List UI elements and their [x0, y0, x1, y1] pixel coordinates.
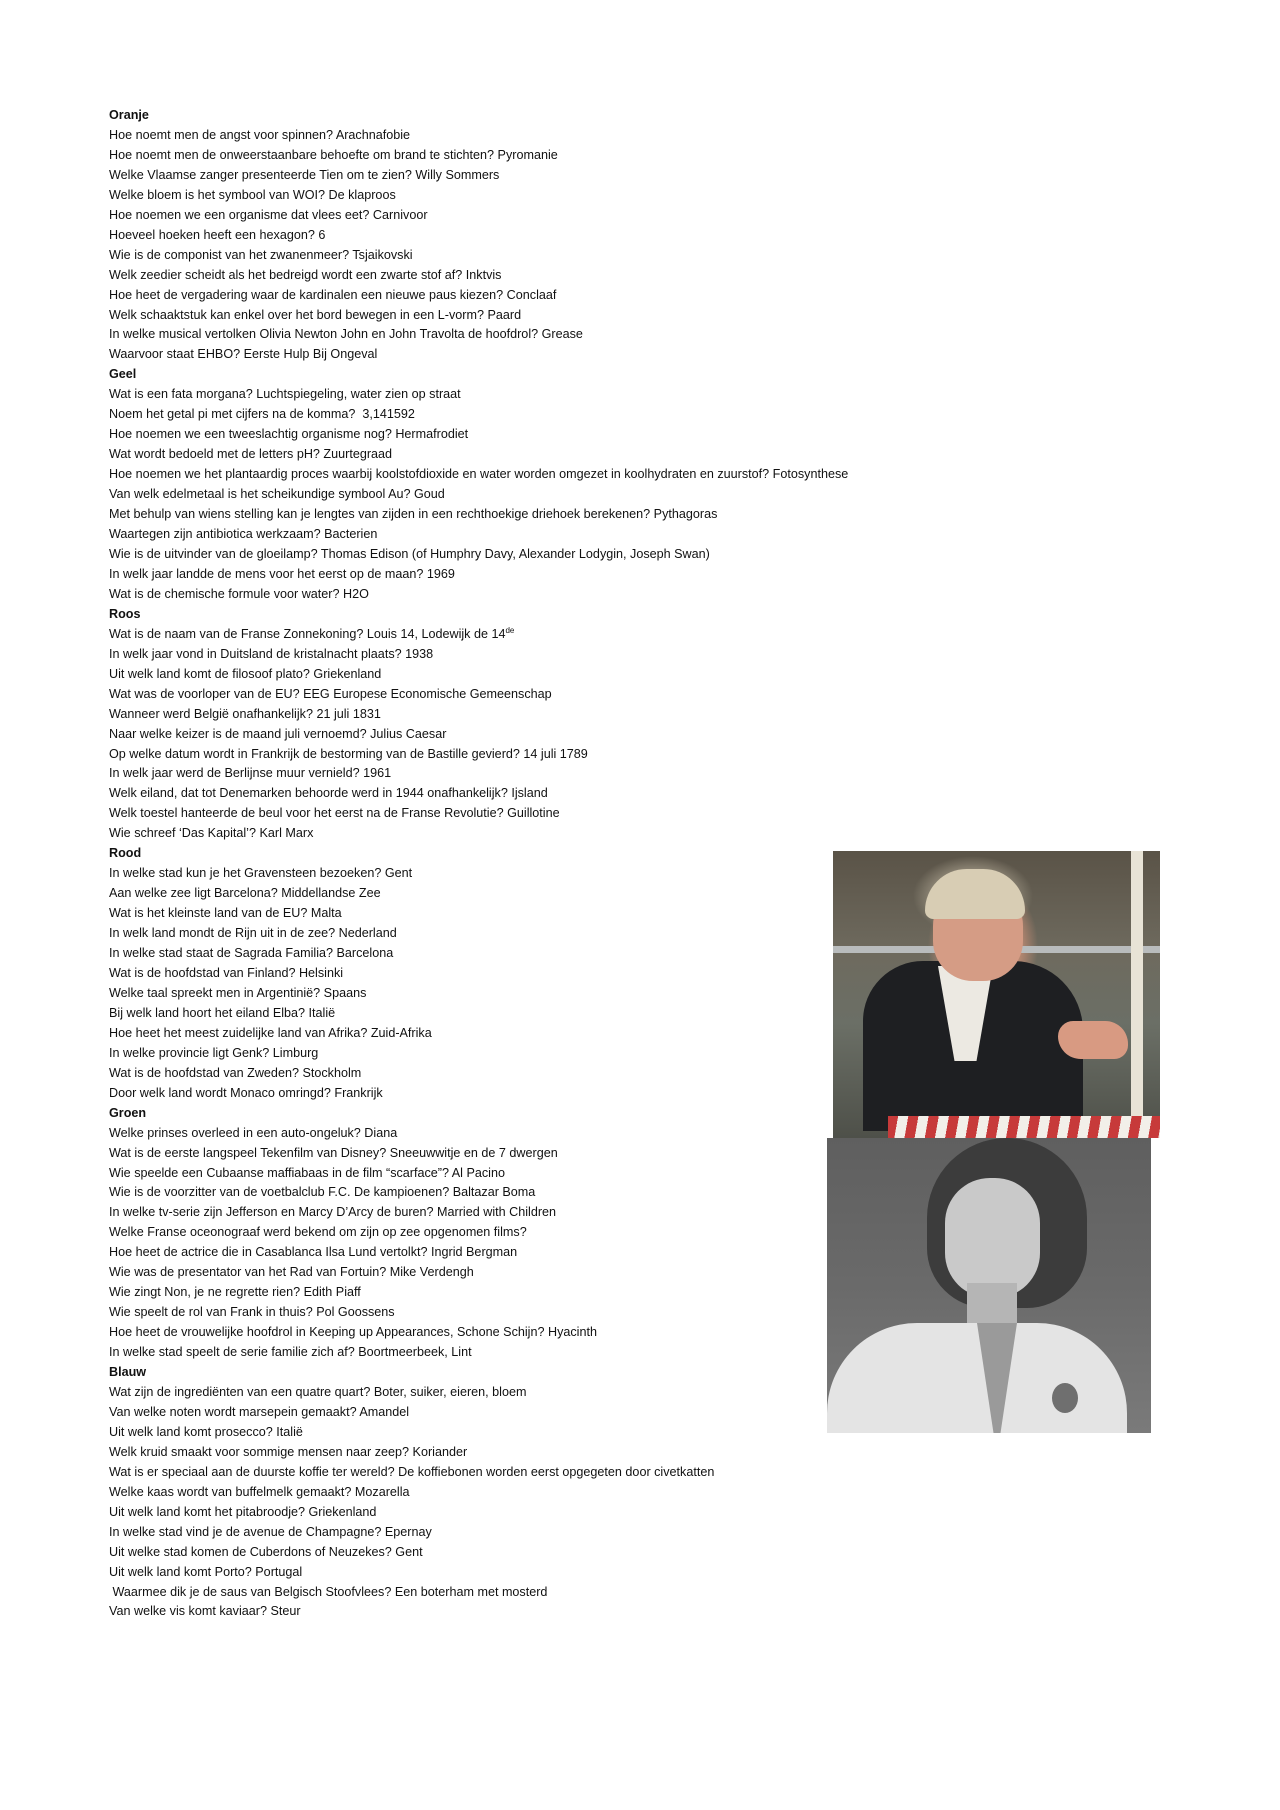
quiz-line: Welke kaas wordt van buffelmelk gemaakt? Mozarella [109, 1484, 410, 1499]
quiz-line: In welk land mondt de Rijn uit in de zee? Nederland [109, 926, 397, 941]
quiz-line: Welke Vlaamse zanger presenteerde Tien om te zien? Willy Sommers [109, 167, 500, 182]
quiz-line: Bij welk land hoort het eiland Elba? Italië [109, 1005, 336, 1020]
quiz-line: Hoe noemen we een organisme dat vlees eet? Carnivoor [109, 207, 428, 222]
quiz-line: Wie is de voorzitter van de voetbalclub F.C. De kampioenen? Baltazar Boma [109, 1185, 536, 1200]
quiz-line: Door welk land wordt Monaco omringd? Frankrijk [109, 1085, 383, 1100]
quiz-line: Hoe noemt men de angst voor spinnen? Arachnafobie [109, 127, 411, 142]
quiz-line: Wie speelt de rol van Frank in thuis? Pol Goossens [109, 1305, 395, 1320]
quiz-line: Waartegen zijn antibiotica werkzaam? Bacterien [109, 527, 378, 542]
photo-brooch [1052, 1383, 1078, 1413]
quiz-line: Welk eiland, dat tot Denemarken behoorde werd in 1944 onafhankelijk? Ijsland [109, 786, 548, 801]
quiz-line: Wie speelde een Cubaanse maffiabaas in de film “scarface”? Al Pacino [109, 1165, 505, 1180]
quiz-line: In welke stad kun je het Gravensteen bezoeken? Gent [109, 866, 413, 881]
quiz-line: Hoe heet de actrice die in Casablanca Ilsa Lund vertolkt? Ingrid Bergman [109, 1245, 518, 1260]
quiz-line: Wie zingt Non, je ne regrette rien? Edith Piaff [109, 1285, 361, 1300]
quiz-line: Welk zeedier scheidt als het bedreigd wordt een zwarte stof af? Inktvis [109, 267, 502, 282]
photo-table [888, 1116, 1160, 1138]
quiz-line: Uit welk land komt Porto? Portugal [109, 1564, 303, 1579]
quiz-line: In welke stad speelt de serie familie zich af? Boortmeerbeek, Lint [109, 1345, 472, 1360]
section-title: Rood [109, 846, 142, 861]
quiz-line: Wat is een fata morgana? Luchtspiegeling, water zien op straat [109, 387, 461, 402]
superscript: de [505, 625, 515, 635]
quiz-line: In welke tv-serie zijn Jefferson en Marcy D’Arcy de buren? Married with Children [109, 1205, 557, 1220]
section-title: Oranje [109, 108, 149, 122]
quiz-line: Uit welk land komt het pitabroodje? Griekenland [109, 1504, 377, 1519]
quiz-line: Hoe noemt men de onweerstaanbare behoefte om brand te stichten? Pyromanie [109, 147, 558, 162]
quiz-line: Hoe heet het meest zuidelijke land van Afrika? Zuid-Afrika [109, 1025, 432, 1040]
section-title: Blauw [109, 1365, 147, 1380]
quiz-line: Wat is de chemische formule voor water? H2O [109, 586, 369, 601]
photo-hair [925, 869, 1025, 919]
quiz-line: Wat wordt bedoeld met de letters pH? Zuurtegraad [109, 447, 393, 462]
quiz-line: Wanneer werd België onafhankelijk? 21 juli 1831 [109, 706, 381, 721]
quiz-line: Wat is de eerste langspeel Tekenfilm van Disney? Sneeuwwitje en de 7 dwergen [109, 1145, 558, 1160]
photo-face [945, 1178, 1040, 1298]
quiz-line: Noem het getal pi met cijfers na de komma? 3,141592 [109, 407, 415, 422]
photo-pole [1131, 851, 1143, 1138]
quiz-line: Hoe noemen we het plantaardig proces waarbij koolstofdioxide en water worden omgezet in koolhydraten en zuurstof? Fotosynthese [109, 467, 849, 482]
photo-hand [1058, 1021, 1128, 1059]
quiz-line: Naar welke keizer is de maand juli vernoemd? Julius Caesar [109, 726, 447, 741]
quiz-line: Met behulp van wiens stelling kan je lengtes van zijden in een rechthoekige driehoek berekenen? Pythagoras [109, 507, 718, 522]
quiz-line: Welke prinses overleed in een auto-ongeluk? Diana [109, 1125, 398, 1140]
quiz-line: Welke bloem is het symbool van WOI? De klaproos [109, 187, 396, 202]
quiz-line: In welk jaar vond in Duitsland de kristalnacht plaats? 1938 [109, 646, 434, 661]
quiz-line: Wie is de componist van het zwanenmeer? Tsjaikovski [109, 247, 413, 262]
quiz-line: Uit welk land komt de filosoof plato? Griekenland [109, 666, 382, 681]
quiz-line: Hoe noemen we een tweeslachtig organisme nog? Hermafrodiet [109, 427, 469, 442]
quiz-line: Hoe heet de vergadering waar de kardinalen een nieuwe paus kiezen? Conclaaf [109, 287, 557, 302]
quiz-line: Wat is de hoofdstad van Finland? Helsinki [109, 965, 344, 980]
quiz-line: Wat is het kleinste land van de EU? Malta [109, 906, 342, 921]
quiz-line: Welk toestel hanteerde de beul voor het eerst na de Franse Revolutie? Guillotine [109, 806, 560, 821]
quiz-line: Hoeveel hoeken heeft een hexagon? 6 [109, 227, 326, 242]
quiz-line: In welke stad staat de Sagrada Familia? Barcelona [109, 946, 394, 961]
quiz-line: Aan welke zee ligt Barcelona? Middellandse Zee [109, 886, 381, 901]
quiz-line: Welk kruid smaakt voor sommige mensen naar zeep? Koriander [109, 1444, 468, 1459]
quiz-line: Wat is er speciaal aan de duurste koffie ter wereld? De koffiebonen worden eerst opgegeten door civetkatten [109, 1464, 715, 1479]
quiz-line: Waarvoor staat EHBO? Eerste Hulp Bij Ongeval [109, 347, 378, 362]
quiz-line: Waarmee dik je de saus van Belgisch Stoofvlees? Een boterham met mosterd [109, 1584, 548, 1599]
quiz-line: In welk jaar werd de Berlijnse muur vernield? 1961 [109, 766, 392, 781]
quiz-line: Welke taal spreekt men in Argentinië? Spaans [109, 985, 367, 1000]
section-oranje [109, 106, 1109, 365]
quiz-line: In welk jaar landde de mens voor het eerst op de maan? 1969 [109, 566, 455, 581]
quiz-line: In welke stad vind je de avenue de Champagne? Epernay [109, 1524, 432, 1539]
quiz-line: In welke provincie ligt Genk? Limburg [109, 1045, 319, 1060]
quiz-line-text: Wat is de naam van de Franse Zonnekoning? Louis 14, Lodewijk de 14 [109, 626, 506, 641]
section-title: Geel [109, 367, 137, 382]
quiz-line: Wie is de uitvinder van de gloeilamp? Thomas Edison (of Humphry Davy, Alexander Lodygin, Joseph Swan) [109, 546, 710, 561]
quiz-line [109, 625, 1109, 645]
section-geel [109, 365, 1109, 604]
photo-ingrid-bergman [827, 1138, 1151, 1433]
quiz-line: Wat zijn de ingrediënten van een quatre quart? Boter, suiker, eieren, bloem [109, 1385, 527, 1399]
photo-coat [827, 1323, 1127, 1433]
quiz-line: Uit welke stad komen de Cuberdons of Neuzekes? Gent [109, 1544, 423, 1559]
section-title: Roos [109, 606, 141, 621]
quiz-line: Uit welk land komt prosecco? Italië [109, 1424, 303, 1439]
quiz-line: Hoe heet de vrouwelijke hoofdrol in Keeping up Appearances, Schone Schijn? Hyacinth [109, 1325, 597, 1340]
quiz-line: Van welk edelmetaal is het scheikundige symbool Au? Goud [109, 487, 445, 502]
section-title: Groen [109, 1105, 147, 1120]
quiz-line: In welke musical vertolken Olivia Newton John en John Travolta de hoofdrol? Grease [109, 327, 583, 342]
quiz-line: Wat is de hoofdstad van Zweden? Stockholm [109, 1065, 362, 1080]
quiz-line: Van welke vis komt kaviaar? Steur [109, 1604, 301, 1619]
quiz-line: Wie schreef ‘Das Kapital’? Karl Marx [109, 826, 314, 841]
quiz-line: Van welke noten wordt marsepein gemaakt? Amandel [109, 1404, 410, 1419]
quiz-line: Welk schaaktstuk kan enkel over het bord bewegen in een L-vorm? Paard [109, 307, 522, 322]
quiz-line: Op welke datum wordt in Frankrijk de bestorming van de Bastille gevierd? 14 juli 1789 [109, 746, 588, 761]
quiz-line: Wat was de voorloper van de EU? EEG Europese Economische Gemeenschap [109, 686, 552, 701]
quiz-line: Wie was de presentator van het Rad van Fortuin? Mike Verdengh [109, 1265, 474, 1280]
section-roos [109, 605, 1109, 844]
quiz-line: Welke Franse oceonograaf werd bekend om zijn op zee opgenomen films? [109, 1225, 527, 1240]
photo-older-man-signing [833, 851, 1160, 1138]
